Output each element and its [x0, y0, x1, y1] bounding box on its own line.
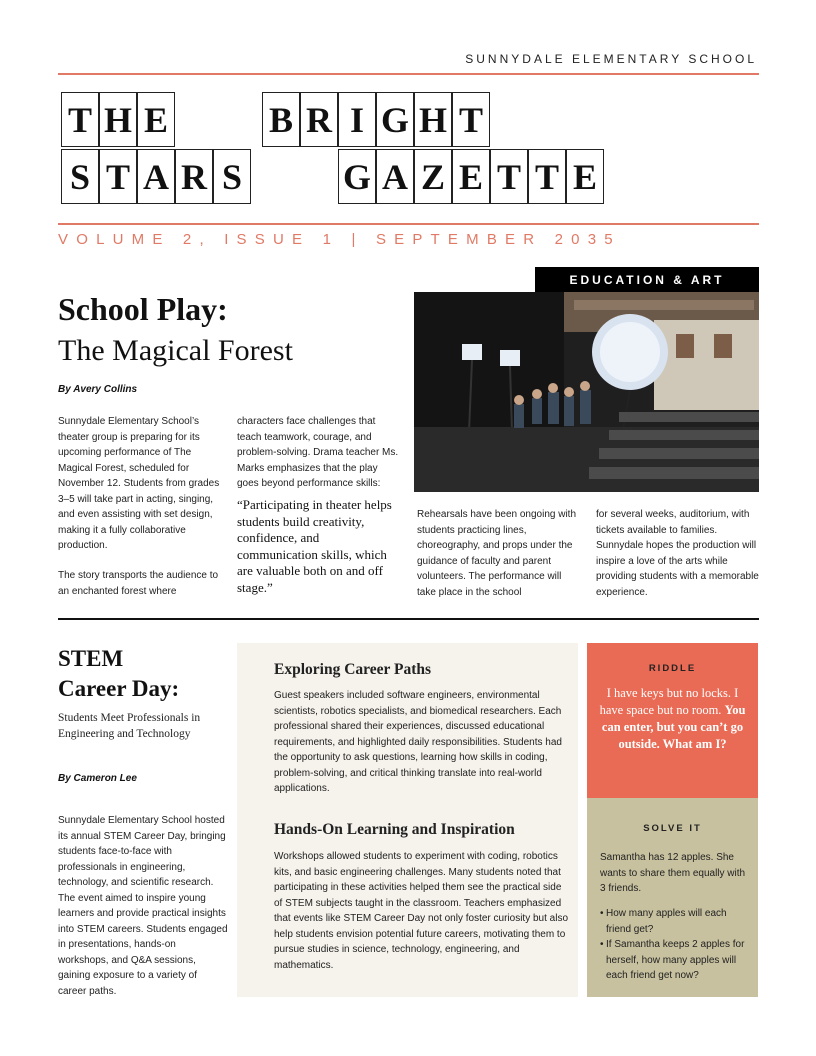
masthead-tile: Z — [414, 149, 452, 204]
play-col3-p1: Rehearsals have been ongoing with students practicing lines, choreography, and props under the guidance of faculty and parent volunteers. The performance will take place in the school — [417, 509, 576, 598]
stem-section1-title: Exploring Career Paths — [274, 661, 432, 678]
masthead-tile: E — [452, 149, 490, 204]
play-col1-p1: Sunnydale Elementary School’s theater group is preparing for its upcoming performance of The Magical Forest, scheduled for November 12. Students from grades 3–5 will take part in acting, singing, and even assisting with set design, making it a fully collaborative production. — [58, 416, 220, 551]
masthead-tile: A — [376, 149, 414, 204]
play-headline — [58, 290, 293, 374]
stem-body: Sunnydale Elementary School hosted its annual STEM Career Day, bringing students face-to-face with professionals in engineering, technology, and scientific research. The event aimed to inspire young learners and provide practical insights into STEM careers. Students engaged in presentations, hands-on workshops, and Q&A sessions, gaining exposure to a variety of career paths. — [58, 815, 228, 997]
masthead-tile: B — [262, 92, 300, 147]
masthead-tile: T — [490, 149, 528, 204]
solve-it-questions — [600, 906, 750, 984]
volume-issue: VOLUME 2, ISSUE 1 | SEPTEMBER 2035 — [58, 231, 621, 248]
stem-headline-line2: Career Day: — [58, 676, 180, 701]
stem-byline: By Cameron Lee — [58, 773, 137, 784]
masthead-tile: H — [414, 92, 452, 147]
masthead-tile: T — [99, 149, 137, 204]
school-name: SUNNYDALE ELEMENTARY SCHOOL — [465, 52, 757, 66]
riddle-text-plain: I have keys but no locks. I have space but no room. — [599, 686, 739, 717]
header-bottom-rule — [58, 223, 759, 225]
masthead-tile: E — [566, 149, 604, 204]
masthead-tile: I — [338, 92, 376, 147]
play-col2-p1: characters face challenges that teach teamwork, courage, and problem-solving. Drama teacher Ms. Marks emphasizes that the play goes beyond performance skills: — [237, 416, 399, 489]
section-divider — [58, 618, 759, 620]
play-headline-line2: The Magical Forest — [58, 334, 293, 367]
masthead-tile: E — [137, 92, 175, 147]
play-headline-line1: School Play: — [58, 291, 228, 327]
riddle-text-bold: You can enter, but you can’t go outside. What am I? — [601, 703, 746, 751]
masthead-tile: S — [213, 149, 251, 204]
masthead-tile: R — [175, 149, 213, 204]
masthead-tile: T — [528, 149, 566, 204]
solve-it-heading: SOLVE IT — [643, 823, 702, 834]
play-quote: “Participating in theater helps students build creativity, confidence, and communication skills, which are valuable both on and off stage.” — [237, 497, 392, 595]
section-badge: EDUCATION & ART — [535, 267, 759, 292]
riddle-heading: RIDDLE — [648, 663, 697, 674]
stem-section2-body: Workshops allowed students to experiment with coding, robotics kits, and basic engineering challenges. Many students noted that participating in these activities helped them see the practical side of STEM subjects taught in the classroom. Teachers emphasized that events like STEM Career Day not only foster curiosity but also help students envision potential future careers, motivating them to pursue studies in science, technology, engineering, and mathematics. — [274, 851, 569, 971]
solve-it-intro: Samantha has 12 apples. She wants to share them equally with 3 friends. — [600, 852, 746, 894]
masthead-tile: H — [99, 92, 137, 147]
solve-it-question: • If Samantha keeps 2 apples for herself, how many apples will each friend get now? — [600, 937, 750, 984]
masthead-tile: T — [452, 92, 490, 147]
play-byline: By Avery Collins — [58, 384, 138, 395]
stem-section1-body: Guest speakers included software engineers, environmental scientists, robotics specialists, and biomedical researchers. Each professional shared their experiences, discussed educational requirements, and highlighted daily responsibilities. Students had the opportunity to ask questions, learning how skills in coding, problem-solving, and critical thinking translate into real-world applications. — [274, 690, 562, 794]
solve-it-question: • How many apples will each friend get? — [600, 906, 750, 937]
header-top-rule — [58, 73, 759, 75]
masthead-tile: G — [376, 92, 414, 147]
play-col4-p1: for several weeks, auditorium, with tickets available to families. Sunnydale hopes the production will inspire a love of the arts while providing students with a memorable experience. — [596, 509, 759, 598]
auditorium-photo-illustration — [414, 292, 759, 492]
stem-headline — [58, 644, 179, 704]
masthead-tile: S — [61, 149, 99, 204]
stem-headline-line1: STEM — [58, 646, 124, 671]
stem-section2-title: Hands-On Learning and Inspiration — [274, 821, 515, 838]
masthead-tile: R — [300, 92, 338, 147]
masthead-tile: G — [338, 149, 376, 204]
masthead-tile: A — [137, 149, 175, 204]
stem-subheadline: Students Meet Professionals in Engineering and Technology — [58, 712, 201, 740]
masthead-tile: T — [61, 92, 99, 147]
riddle-text — [597, 685, 748, 753]
play-rehearsal-photo — [414, 292, 759, 492]
play-col1-p2: The story transports the audience to an enchanted forest where — [58, 570, 219, 597]
